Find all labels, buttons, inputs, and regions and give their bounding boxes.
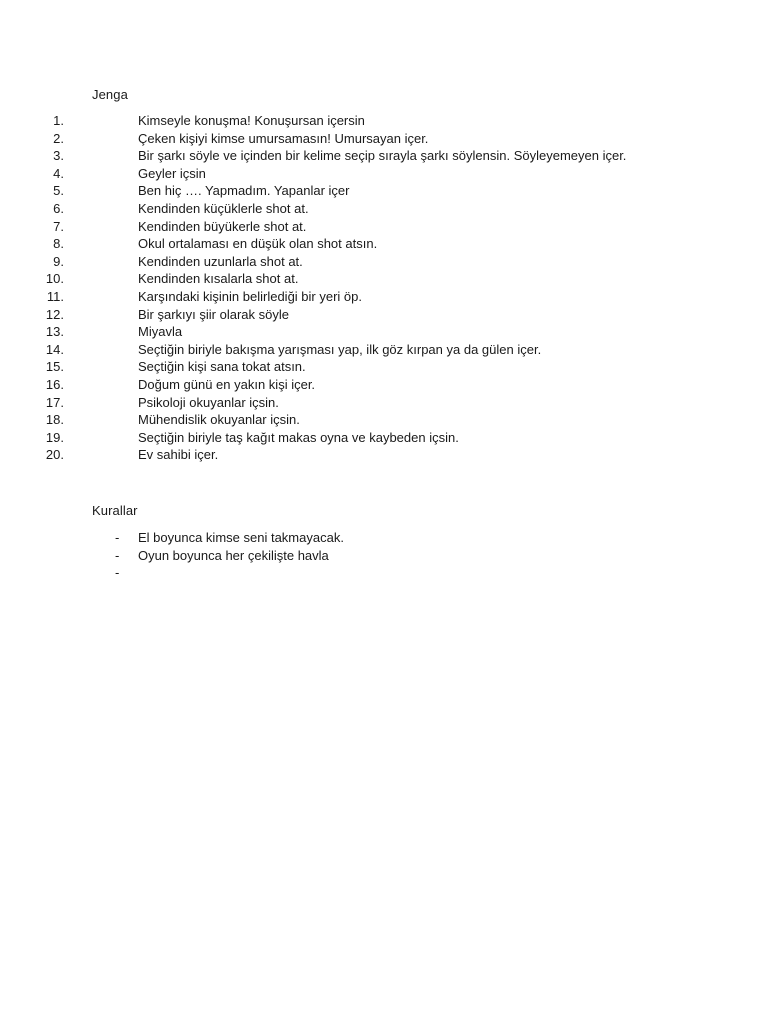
list-item	[0, 288, 700, 306]
list-item	[0, 323, 700, 341]
list-item-text: Kendinden kısalarla shot at.	[138, 271, 299, 287]
list-item-text: Ben hiç …. Yapmadım. Yapanlar içer	[138, 183, 350, 199]
list-item	[0, 376, 700, 394]
kurallar-list	[0, 529, 700, 582]
list-item	[0, 306, 700, 324]
list-number: 12.	[45, 306, 64, 322]
list-item-text: Kendinden büyükerle shot at.	[138, 218, 307, 234]
jenga-rules-list	[0, 112, 700, 464]
list-number: 2.	[53, 130, 64, 146]
list-item	[0, 429, 700, 447]
list-item-text: Miyavla	[138, 324, 183, 340]
section-heading-kurallar: Kurallar	[92, 503, 138, 518]
list-item	[0, 147, 700, 165]
list-item	[0, 341, 700, 359]
list-number: 19.	[45, 429, 64, 445]
list-item-text: Oyun boyunca her çekilişte havla	[138, 547, 329, 563]
list-item-text: Seçtiğin kişi sana tokat atsın.	[138, 359, 306, 375]
list-item	[0, 446, 700, 464]
list-number: 1.	[53, 113, 64, 128]
list-item-text: Geyler içsin	[138, 165, 206, 181]
list-item	[0, 112, 700, 130]
list-number: 3.	[53, 148, 64, 164]
list-item	[0, 130, 700, 148]
list-item-text: Psikoloji okuyanlar içsin.	[138, 394, 279, 410]
list-item-text: Kendinden uzunlarla shot at.	[138, 253, 303, 269]
list-number: 10.	[45, 271, 64, 287]
list-item-text: Seçtiğin biriyle taş kağıt makas oyna ve kaybeden içsin.	[138, 429, 459, 445]
list-number: 20.	[45, 447, 64, 463]
list-number: 8.	[53, 236, 64, 252]
list-number: 6.	[53, 200, 64, 216]
list-item	[0, 218, 700, 236]
list-item	[0, 253, 700, 271]
list-number: 17.	[45, 394, 64, 410]
list-item-text: El boyunca kimse seni takmayacak.	[138, 530, 344, 545]
list-number: 16.	[45, 376, 64, 392]
list-item	[0, 165, 700, 183]
list-item-text: Ev sahibi içer.	[138, 447, 219, 463]
list-item-text: Mühendislik okuyanlar içsin.	[138, 412, 300, 428]
list-item	[0, 235, 700, 253]
list-number: 11.	[46, 288, 64, 304]
list-number: 9.	[53, 253, 64, 269]
list-item-text: Doğum günü en yakın kişi içer.	[138, 376, 316, 392]
list-item	[0, 529, 700, 547]
list-item-text: Seçtiğin biriyle bakışma yarışması yap, ilk göz kırpan ya da gülen içer.	[138, 341, 542, 357]
list-item	[0, 394, 700, 412]
list-item	[0, 200, 700, 218]
list-number: 14.	[45, 341, 64, 357]
list-dash: -	[115, 565, 120, 581]
list-dash: -	[115, 530, 120, 545]
list-item-text: Kimseyle konuşma! Konuşursan içersin	[138, 113, 365, 128]
list-dash: -	[115, 547, 120, 563]
list-item-text: Bir şarkı söyle ve içinden bir kelime seçip sırayla şarkı söylensin. Söyleyemeyen içer.	[138, 148, 627, 164]
list-number: 18.	[45, 412, 64, 428]
list-item-text: Kendinden küçüklerle shot at.	[138, 200, 309, 216]
list-item-text: Çeken kişiyi kimse umursamasın! Umursayan içer.	[138, 130, 429, 146]
section-heading-jenga: Jenga	[92, 87, 128, 102]
list-item	[0, 358, 700, 376]
list-item-text: Karşındaki kişinin belirlediği bir yeri öp.	[138, 288, 362, 304]
list-item	[0, 564, 700, 582]
list-number: 7.	[53, 218, 64, 234]
list-item	[0, 547, 700, 565]
list-number: 4.	[53, 165, 64, 181]
list-item	[0, 182, 700, 200]
list-number: 15.	[45, 359, 64, 375]
list-item	[0, 270, 700, 288]
list-number: 5.	[53, 183, 64, 199]
list-item-text: Okul ortalaması en düşük olan shot atsın.	[138, 236, 378, 252]
list-number: 13.	[45, 324, 64, 340]
list-item	[0, 411, 700, 429]
list-item-text: Bir şarkıyı şiir olarak söyle	[138, 306, 289, 322]
